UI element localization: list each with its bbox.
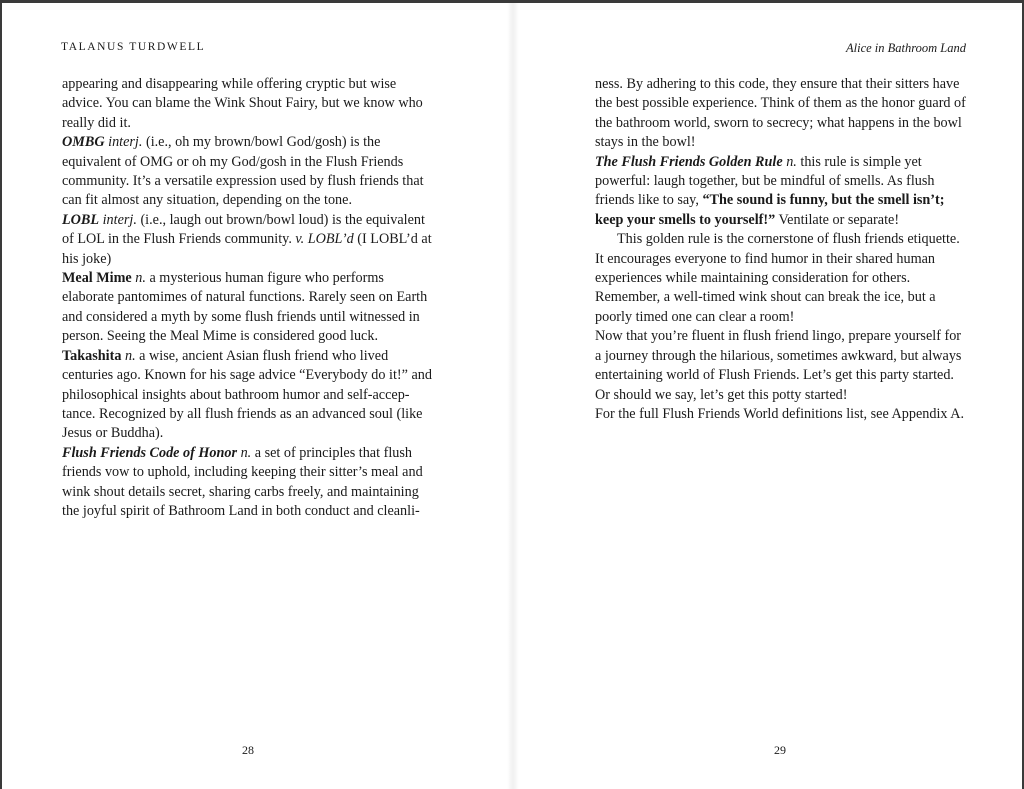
entry-definition-end: Ventilate or separate! bbox=[775, 211, 900, 228]
entry-definition-verb: (I LOBL’d at his joke) bbox=[62, 231, 432, 267]
carryover-paragraph: appearing and disappearing while offering cryptic but wise advice. You can blame the Wink Shout Fairy, but we know who really did it. bbox=[62, 76, 423, 131]
appendix-note: For the full Flush Friends World definitions list, see Appendix A. bbox=[595, 405, 965, 422]
entry-definition: a wise, ancient Asian flush friend who lived centuries ago. Known for his sage advice “Everybody do it!” and philosophical insights about bathroom humor and self-acceptance. Recognized by all flush friends as an advanced soul (like Jesus or Buddha). bbox=[62, 347, 432, 442]
glossary-entry-lobl bbox=[62, 211, 434, 269]
page-number: 28 bbox=[242, 743, 254, 757]
entry-term: Meal Mime bbox=[62, 270, 132, 287]
entry-definition: this rule is simple yet powerful: laugh together, but be mindful of smells. As flush friends like to say, bbox=[595, 153, 935, 209]
entry-pos: n. bbox=[135, 270, 146, 287]
entry-pos: n. bbox=[240, 444, 252, 461]
right-page-body bbox=[595, 75, 967, 424]
entry-term: OMBG bbox=[62, 134, 105, 151]
entry-pos: interj. bbox=[108, 134, 143, 151]
carryover-paragraph: ness. By adhering to this code, they ensure that their sitters have the best possible experience. Think of them as the honor guard of the bathroom world, sworn to secrecy; what happens in the bowl stays in the bowl! bbox=[595, 76, 966, 151]
right-page bbox=[512, 3, 1024, 789]
page-number: 29 bbox=[774, 743, 786, 757]
left-page bbox=[2, 3, 512, 789]
entry-pos-verb: v. LOBL’d bbox=[295, 231, 354, 248]
entry-pos: n. bbox=[124, 347, 136, 364]
glossary-entry-meal-mime bbox=[62, 269, 434, 347]
entry-term: LOBL bbox=[62, 211, 100, 228]
golden-rule-continuation: This golden rule is the cornerstone of flush friends etiquette. It encourages everyone to find humor in their shared human experiences while maintaining consideration for others. Remember, a well-timed wink shout can break the ice, but a poorly timed one can clear a room! bbox=[595, 231, 960, 325]
closing-paragraph: Now that you’re fluent in flush friend lingo, prepare yourself for a journey through the hilarious, sometimes awkward, but always entertaining world of Flush Friends. Let’s get this party started. Or should we say, let’s get this potty started! bbox=[595, 328, 962, 403]
left-page-body bbox=[62, 75, 434, 521]
running-head-title: Alice in Bathroom Land bbox=[845, 41, 966, 55]
golden-rule-quote: “The sound is funny, but the smell isn’t; keep your smells to yourself!” bbox=[595, 192, 945, 228]
glossary-entry-golden-rule bbox=[595, 153, 967, 231]
entry-term: Flush Friends Code of Honor bbox=[62, 444, 238, 461]
entry-definition: a mysterious human figure who performs elaborate pantomimes of natural functions. Rarely seen on Earth and considered a myth by some flush friends until witnessed in person. Seeing the Meal Mime is considered good luck. bbox=[62, 270, 428, 345]
entry-definition: a set of principles that flush friends vow to uphold, including keeping their sitter’s meal and wink shout details secret, sharing carbs freely, and maintaining the joyful spirit of Bathroom Land in both conduct and cleanli- bbox=[62, 444, 423, 519]
glossary-entry-code-of-honor bbox=[62, 444, 434, 522]
entry-definition: (i.e., laugh out brown/bowl loud) is the equivalent of LOL in the Flush Friends community. bbox=[62, 211, 425, 248]
entry-term: The Flush Friends Golden Rule bbox=[595, 153, 783, 170]
entry-pos: n. bbox=[786, 153, 797, 170]
glossary-entry-takashita bbox=[62, 347, 434, 444]
entry-pos: interj. bbox=[102, 211, 137, 228]
entry-definition: (i.e., oh my brown/bowl God/gosh) is the equivalent of OMG or oh my God/gosh in the Flush Friends community. It’s a versatile expression used by flush friends that can fit almost any situation, depending on the tone. bbox=[62, 134, 424, 209]
running-head-author: TALANUS TURDWELL bbox=[61, 41, 206, 53]
entry-term: Takashita bbox=[62, 347, 122, 364]
glossary-entry-ombg bbox=[62, 133, 434, 211]
